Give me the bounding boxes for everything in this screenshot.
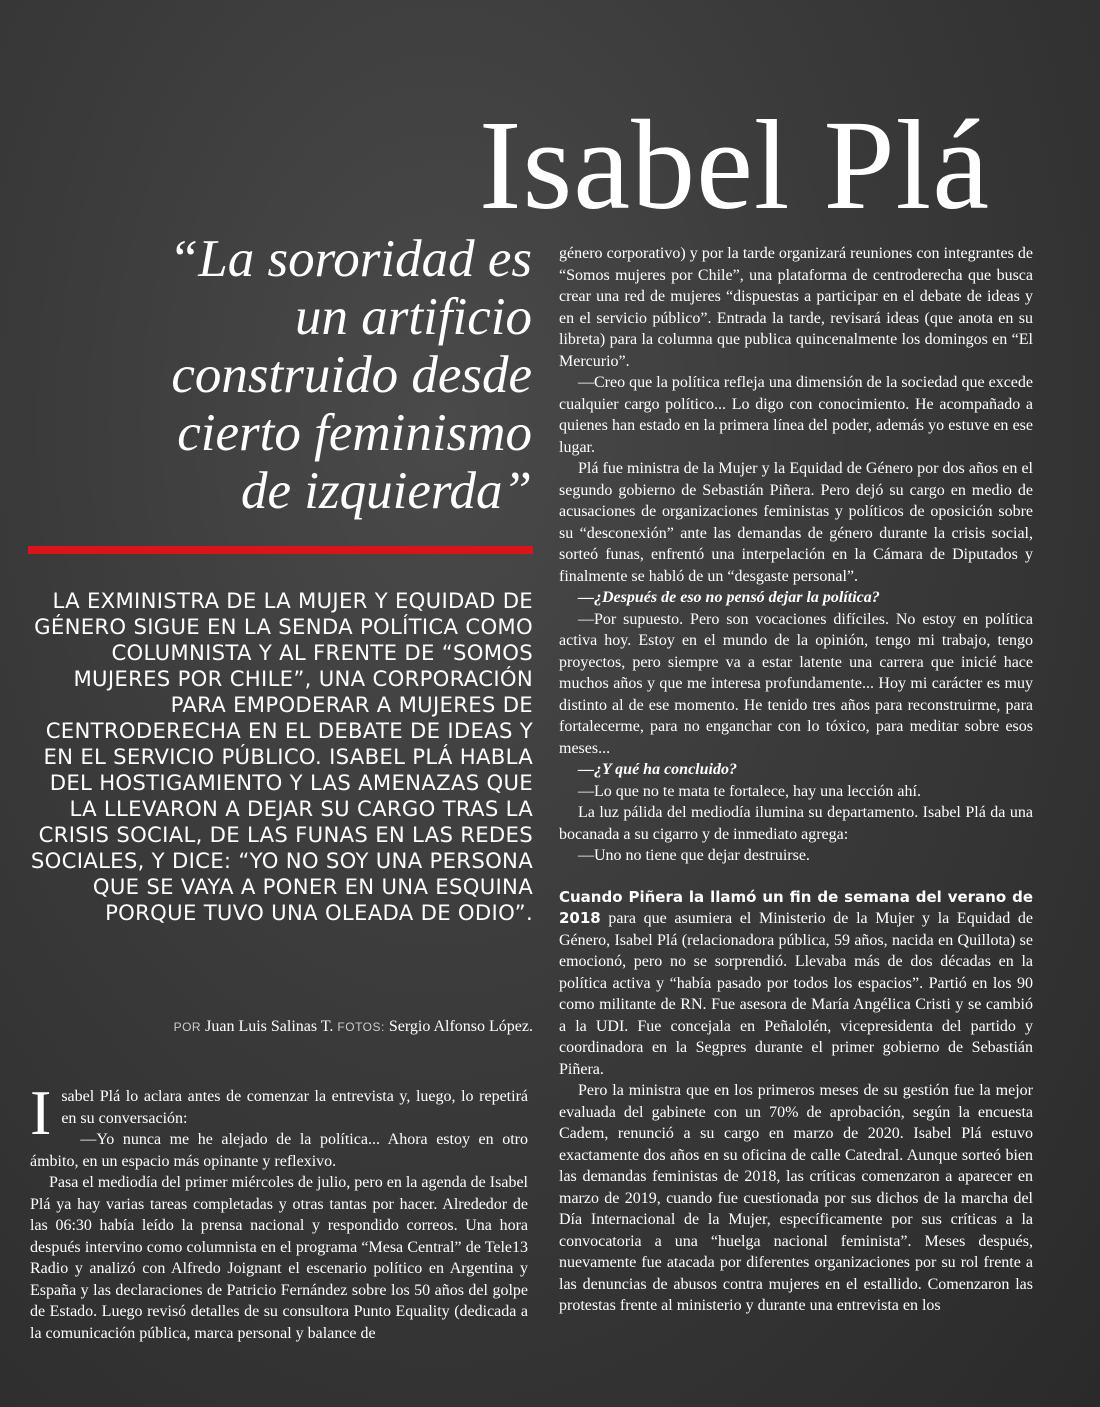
pull-quote-line: “La sororidad es (168, 230, 532, 288)
article-deck: LA EXMINISTRA DE LA MUJER Y EQUIDAD DE GÉNERO SIGUE EN LA SENDA POLÍTICA COMO COLUMNISTA Y AL FRENTE DE “SOMOS MUJERES POR CHILE”, UNA CORPORACIÓN PARA EMPODERAR A MUJERES DE CENTRODERECHA EN EL DEBATE DE IDEAS Y EN EL SERVICIO PÚBLICO. ISABEL PLÁ HABLA DEL HOSTIGAMIENTO Y LAS AMENAZAS QUE LA LLEVARON A DEJAR SU CARGO TRAS LA CRISIS SOCIAL, DE LAS FUNAS EN LAS REDES SOCIALES, Y DICE: “YO NO SOY UNA PERSONA QUE SE VAYA A PONER EN UNA ESQUINA PORQUE TUVO UNA OLEADA DE ODIO”. (30, 588, 533, 925)
paragraph: Pero la ministra que en los primeros meses de su gestión fue la mejor evaluada del gabinete con un 70% de aprobación, según la encuesta Cadem, renunció a su cargo en marzo de 2020. Isabel Plá estuvo exactamente dos años en su oficina de calle Catedral. Aunque sorteó bien las demandas feministas de 2018, las críticas comenzaron a aparecer en marzo de 2019, cuando fue cuestionada por sus dichos de la marcha del Día Internacional de la Mujer, específicamente por sus críticas a la convocatoria a una “huelga nacional feminista”. Meses después, nuevamente fue atacada por diferentes organizaciones por su rol frente a las denuncias de abusos contra mujeres en el estallido. Comenzaron las protestas frente al ministerio y durante una entrevista en los (559, 1082, 1033, 1314)
red-divider (28, 546, 533, 554)
right-column (559, 243, 1033, 1317)
byline (28, 1016, 533, 1038)
paragraph: —Yo nunca me he alejado de la política... Ahora estoy en otro ámbito, en un espacio más opinante y reflexivo. (30, 1131, 528, 1170)
byline-photographer: Sergio Alfonso López. (388, 1018, 533, 1035)
byline-por-label: POR (173, 1020, 202, 1034)
paragraph (559, 887, 1033, 1081)
paragraph: —Por supuesto. Pero son vocaciones difíciles. No estoy en política activa hoy. Estoy en el mundo de la opinión, tengo mi trabajo, tengo proyectos, pero siempre va a estar latente una carrera que inicié hace muchos años y que me interesa profundamente... Hoy mi carácter es muy distinto al de ese momento. He tenido tres años para reconstruirme, para fortalecerme, para no enganchar con lo tóxico, para meditar sobre esos meses... (559, 610, 1033, 757)
drop-cap: I (30, 1077, 52, 1148)
section-gap (559, 867, 1033, 887)
paragraph: género corporativo) y por la tarde organizará reuniones con integrantes de “Somos mujeres por Chile”, una plataforma de centroderecha que busca crear una red de mujeres “dispuestas a participar en el debate de ideas y en el servicio público”. Entrada la tarde, revisará ideas (que anota en su libreta) para la columna que publica quincenalmente los domingos en “El Mercurio”. (559, 245, 1033, 370)
byline-author: Juan Luis Salinas T. (205, 1018, 334, 1035)
pull-quote-line: construido desde (171, 346, 532, 404)
paragraph: —Lo que no te mata te fortalece, hay una lección ahí. (578, 782, 921, 800)
interview-question: —¿Después de eso no pensó dejar la política? (578, 589, 880, 606)
paragraph: Pasa el mediodía del primer miércoles de julio, pero en la agenda de Isabel Plá ya hay varias tareas completadas y otras tantas por hacer. Alrededor de las 06:30 había leído la prensa nacional y respondido correos. Una hora después intervino como columnista en el programa “Mesa Central” de Tele13 Radio y analizó con Alfredo Joignant el escenario político en Argentina y España y las declaraciones de Patricio Fernández sobre los 50 años del golpe de Estado. Luego revisó detalles de su consultora Punto Equality (dedicada a la comunicación pública, marca personal y balance de (30, 1174, 528, 1342)
pull-quote (30, 230, 532, 520)
pull-quote-line: cierto feminismo (177, 404, 532, 462)
paragraph: La luz pálida del mediodía ilumina su departamento. Isabel Plá da una bocanada a su cigarro y de inmediato agrega: (559, 804, 1033, 843)
paragraph: —Uno no tiene que dejar destruirse. (578, 847, 810, 864)
pull-quote-line: un artificio (294, 288, 532, 346)
pull-quote-line: de izquierda” (240, 462, 532, 520)
interview-question: —¿Y qué ha concluido? (578, 761, 737, 778)
left-column (30, 1077, 528, 1344)
paragraph: sabel Plá lo aclara antes de comenzar la entrevista y, luego, lo repetirá en su conversación: (61, 1088, 528, 1127)
byline-fotos-label: FOTOS: (337, 1020, 385, 1034)
section-lead-in: Cuando Piñera la llamó un fin de semana del verano de 2018 (559, 887, 1033, 927)
article-title: Isabel Plá (478, 94, 990, 236)
paragraph: —Creo que la política refleja una dimensión de la sociedad que excede cualquier cargo político... Lo digo con conocimiento. He acompañado a quienes han estado en la primera línea del poder, además yo estuve en ese lugar. (559, 374, 1033, 456)
paragraph: Plá fue ministra de la Mujer y la Equidad de Género por dos años en el segundo gobierno de Sebastián Piñera. Pero dejó su cargo en medio de acusaciones de organizaciones feministas y políticos de oposición sobre su “desconexión” ante las demandas de género durante la crisis social, sorteó funas, enfrentó una interpelación en la Cámara de Diputados y finalmente se habló de un “desgaste personal”. (559, 460, 1033, 585)
paragraph-text: para que asumiera el Ministerio de la Mujer y la Equidad de Género, Isabel Plá (relacionadora pública, 59 años, nacida en Quillota) se emocionó, pero no se sorprendió. Llevaba más de dos décadas en la política activa y “había pasado por todos los espacios”. Partió en los 90 como militante de RN. Fue asesora de María Angélica Cristi y se cambió a la UDI. Fue concejala en Peñalolén, vicepresidenta del partido y coordinadora en la Segpres durante el primer gobierno de Sebastián Piñera. (559, 910, 1033, 1078)
